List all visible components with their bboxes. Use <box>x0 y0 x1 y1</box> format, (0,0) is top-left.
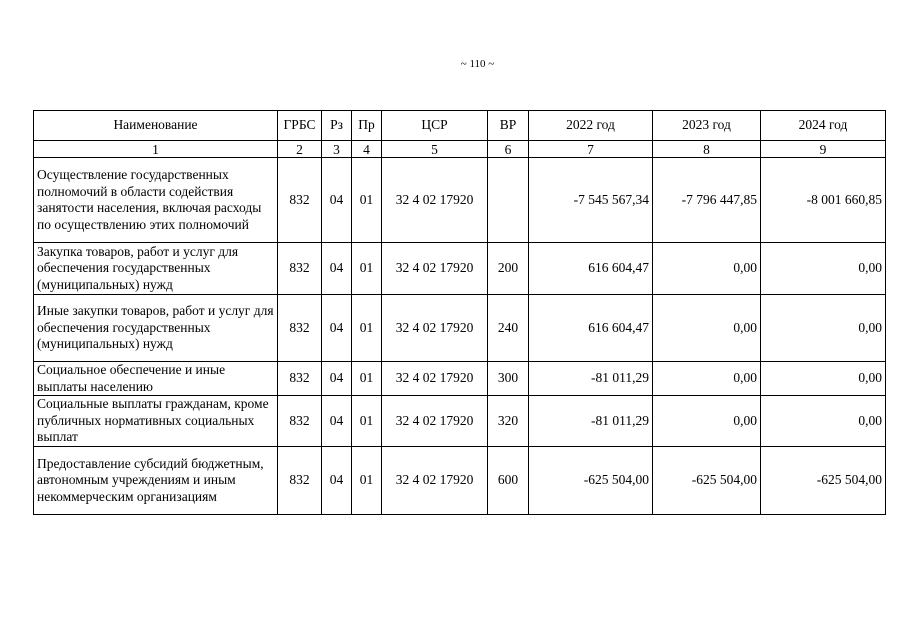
row-vr: 600 <box>488 447 529 515</box>
row-name: Закупка товаров, работ и услуг для обеспечения государственных (муниципальных) нужд <box>34 243 278 295</box>
header-csr: ЦСР <box>382 111 488 141</box>
row-amount-2022: 616 604,47 <box>529 295 653 362</box>
table-row <box>34 362 886 396</box>
row-name: Предоставление субсидий бюджетным, автономным учреждениям и иным некоммерческим организациям <box>34 447 278 515</box>
row-vr: 200 <box>488 243 529 295</box>
column-number: 7 <box>529 141 653 158</box>
header-grbs: ГРБС <box>278 111 322 141</box>
header-rz: Рз <box>322 111 352 141</box>
column-number: 3 <box>322 141 352 158</box>
row-amount-2022: -625 504,00 <box>529 447 653 515</box>
row-amount-2023: 0,00 <box>653 243 761 295</box>
page-number: ~ 110 ~ <box>460 58 495 70</box>
column-number: 1 <box>34 141 278 158</box>
row-grbs: 832 <box>278 295 322 362</box>
row-amount-2024: 0,00 <box>761 243 886 295</box>
row-grbs: 832 <box>278 243 322 295</box>
row-grbs: 832 <box>278 447 322 515</box>
column-number: 5 <box>382 141 488 158</box>
row-vr <box>488 158 529 243</box>
row-amount-2024: 0,00 <box>761 362 886 396</box>
row-csr: 32 4 02 17920 <box>382 295 488 362</box>
row-pr: 01 <box>352 362 382 396</box>
row-csr: 32 4 02 17920 <box>382 447 488 515</box>
row-amount-2024: -8 001 660,85 <box>761 158 886 243</box>
table-row <box>34 158 886 243</box>
row-rz: 04 <box>322 396 352 447</box>
row-amount-2023: 0,00 <box>653 295 761 362</box>
row-pr: 01 <box>352 447 382 515</box>
table-row <box>34 396 886 447</box>
table-row <box>34 295 886 362</box>
row-name: Социальное обеспечение и иные выплаты населению <box>34 362 278 396</box>
row-amount-2023: 0,00 <box>653 362 761 396</box>
row-rz: 04 <box>322 447 352 515</box>
row-rz: 04 <box>322 158 352 243</box>
row-amount-2022: 616 604,47 <box>529 243 653 295</box>
row-name: Иные закупки товаров, работ и услуг для обеспечения государственных (муниципальных) нужд <box>34 295 278 362</box>
row-vr: 240 <box>488 295 529 362</box>
row-csr: 32 4 02 17920 <box>382 362 488 396</box>
row-grbs: 832 <box>278 362 322 396</box>
row-amount-2024: 0,00 <box>761 396 886 447</box>
row-pr: 01 <box>352 243 382 295</box>
header-name: Наименование <box>34 111 278 141</box>
row-amount-2023: 0,00 <box>653 396 761 447</box>
row-grbs: 832 <box>278 158 322 243</box>
row-pr: 01 <box>352 158 382 243</box>
row-name: Социальные выплаты гражданам, кроме публичных нормативных социальных выплат <box>34 396 278 447</box>
table-row <box>34 243 886 295</box>
row-csr: 32 4 02 17920 <box>382 396 488 447</box>
budget-table <box>33 110 886 515</box>
row-rz: 04 <box>322 362 352 396</box>
table-row <box>34 447 886 515</box>
row-amount-2024: -625 504,00 <box>761 447 886 515</box>
row-amount-2023: -625 504,00 <box>653 447 761 515</box>
row-grbs: 832 <box>278 396 322 447</box>
row-name: Осуществление государственных полномочий в области содействия занятости населения, включая расходы по осуществлению этих полномочий <box>34 158 278 243</box>
header-vr: ВР <box>488 111 529 141</box>
row-rz: 04 <box>322 295 352 362</box>
header-2023: 2023 год <box>653 111 761 141</box>
column-number: 4 <box>352 141 382 158</box>
row-csr: 32 4 02 17920 <box>382 158 488 243</box>
row-amount-2022: -81 011,29 <box>529 396 653 447</box>
header-2024: 2024 год <box>761 111 886 141</box>
row-amount-2022: -81 011,29 <box>529 362 653 396</box>
row-rz: 04 <box>322 243 352 295</box>
row-pr: 01 <box>352 396 382 447</box>
row-amount-2022: -7 545 567,34 <box>529 158 653 243</box>
row-vr: 320 <box>488 396 529 447</box>
column-number: 6 <box>488 141 529 158</box>
column-number: 2 <box>278 141 322 158</box>
header-row <box>34 111 886 141</box>
column-number: 9 <box>761 141 886 158</box>
header-pr: Пр <box>352 111 382 141</box>
column-number: 8 <box>653 141 761 158</box>
row-vr: 300 <box>488 362 529 396</box>
column-number-row <box>34 141 886 158</box>
header-2022: 2022 год <box>529 111 653 141</box>
row-amount-2024: 0,00 <box>761 295 886 362</box>
row-csr: 32 4 02 17920 <box>382 243 488 295</box>
row-amount-2023: -7 796 447,85 <box>653 158 761 243</box>
row-pr: 01 <box>352 295 382 362</box>
